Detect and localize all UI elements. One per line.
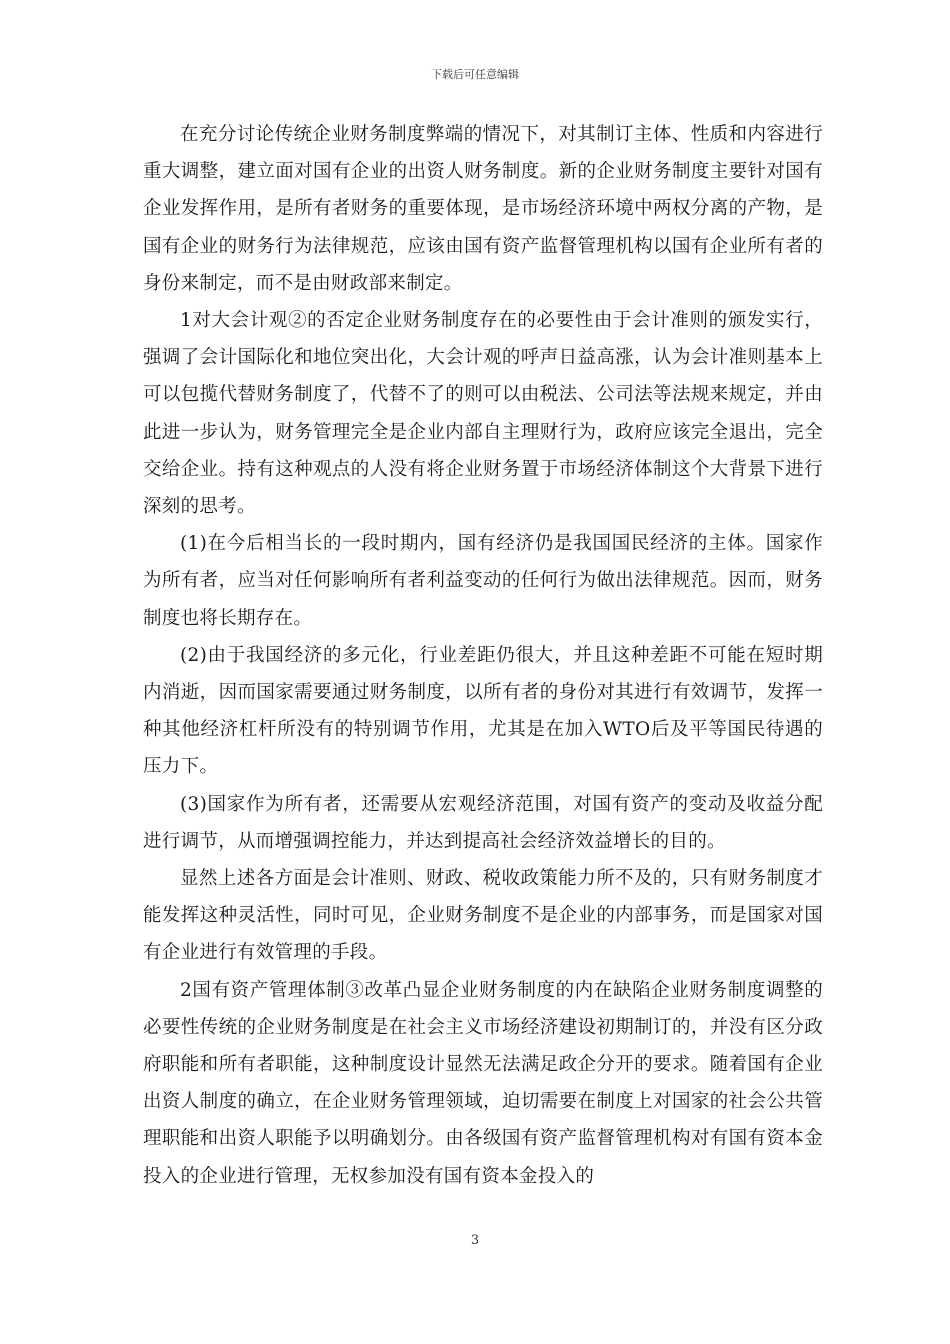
- paragraph: 1对大会计观②的否定企业财务制度存在的必要性由于会计准则的颁发实行，强调了会计国际化和地位突出化，大会计观的呼声日益高涨，认为会计准则基本上可以包揽代替财务制度了，代替不了的则可以由税法、公司法等法规来规定，并由此进一步认为，财务管理完全是企业内部自主理财行为，政府应该完全退出，完全交给企业。持有这种观点的人没有将企业财务置于市场经济体制这个大背景下进行深刻的思考。: [143, 310, 823, 518]
- paragraph: (1)在今后相当长的一段时期内，国有经济仍是我国国民经济的主体。国家作为所有者，应当对任何影响所有者利益变动的任何行为做出法律规范。因而，财务制度也将长期存在。: [143, 533, 823, 629]
- paragraph: (3)国家作为所有者，还需要从宏观经济范围，对国有资产的变动及收益分配进行调节，从而增强调控能力，并达到提高社会经济效益增长的目的。: [143, 793, 823, 852]
- paragraph: (2)由于我国经济的多元化，行业差距仍很大，并且这种差距不可能在短时期内消逝，因而国家需要通过财务制度，以所有者的身份对其进行有效调节，发挥一种其他经济杠杆所没有的特别调节作用，尤其是在加入WTO后及平等国民待遇的压力下。: [143, 644, 823, 778]
- document-body: [143, 116, 823, 1195]
- paragraph: 2国有资产管理体制③改革凸显企业财务制度的内在缺陷企业财务制度调整的必要性传统的企业财务制度是在社会主义市场经济建设初期制订的，并没有区分政府职能和所有者职能，这种制度设计显然无法满足政企分开的要求。随着国有企业出资人制度的确立，在企业财务管理领域，迫切需要在制度上对国家的社会公共管理职能和出资人职能予以明确划分。由各级国有资产监督管理机构对有国有资本金投入的企业进行管理，无权参加没有国有资本金投入的: [143, 979, 823, 1187]
- page-number: 3: [470, 1233, 480, 1248]
- paragraph: 在充分讨论传统企业财务制度弊端的情况下，对其制订主体、性质和内容进行重大调整，建立面对国有企业的出资人财务制度。新的企业财务制度主要针对国有企业发挥作用，是所有者财务的重要体现，是市场经济环境中两权分离的产物，是国有企业的财务行为法律规范，应该由国有资产监督管理机构以国有企业所有者的身份来制定，而不是由财政部来制定。: [143, 124, 823, 294]
- page-header: 下载后可任意编辑: [431, 68, 519, 81]
- paragraph: 显然上述各方面是会计准则、财政、税收政策能力所不及的，只有财务制度才能发挥这种灵活性，同时可见，企业财务制度不是企业的内部事务，而是国家对国有企业进行有效管理的手段。: [143, 868, 823, 964]
